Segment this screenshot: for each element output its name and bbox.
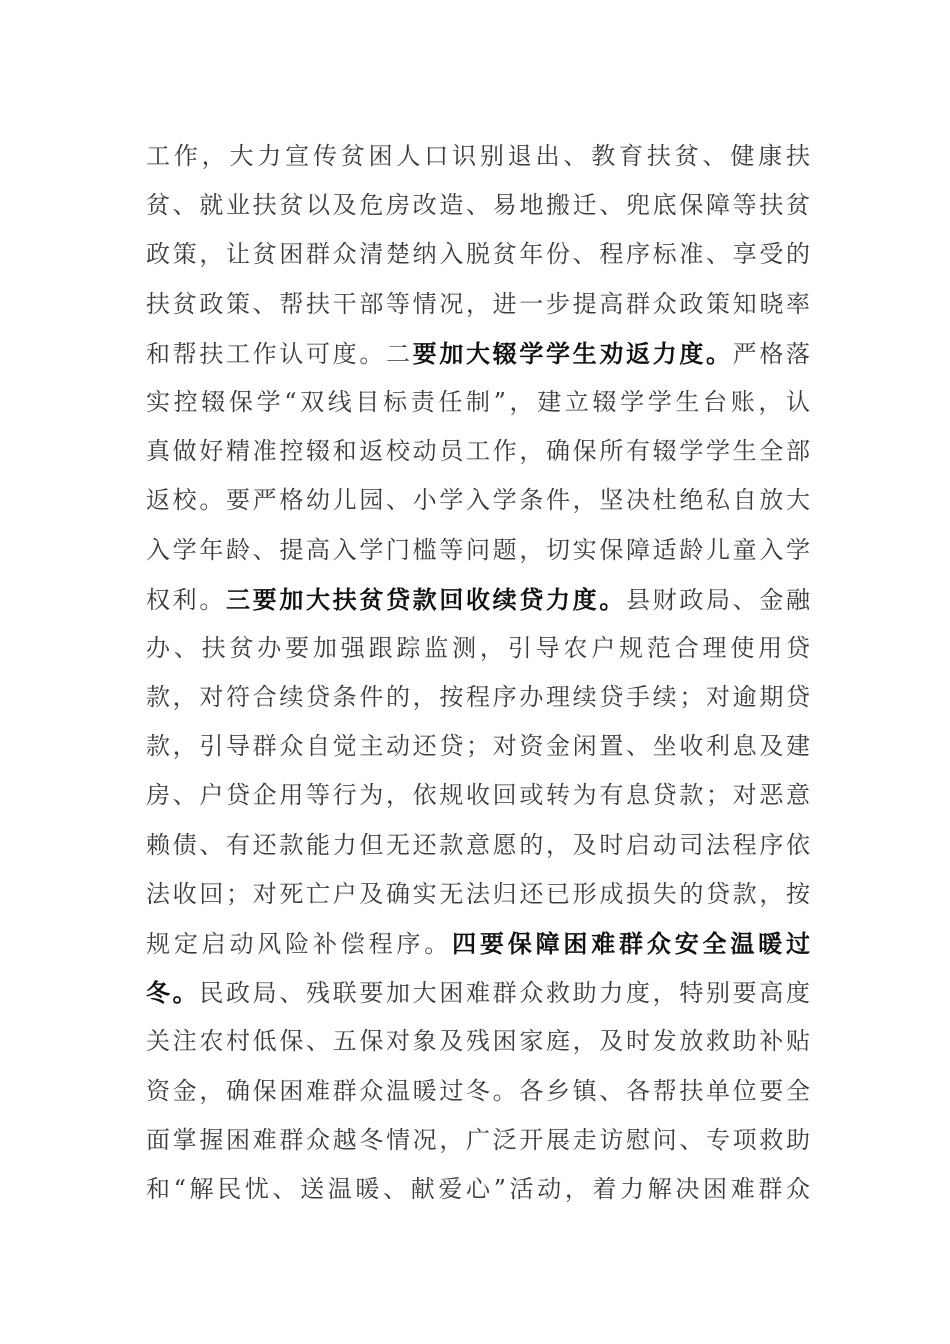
text-line — [146, 280, 810, 329]
bold-heading-text: 四要保障困难群众安全温暖过 — [452, 929, 810, 958]
text-line — [146, 329, 810, 378]
text-line — [146, 919, 810, 968]
text-line — [146, 230, 810, 279]
text-line — [146, 1165, 810, 1214]
body-text: 规定启动风险补偿程序。 — [146, 930, 453, 958]
body-text: 政策，让贫困群众清楚纳入脱贫年份、程序标准、享受的 — [146, 240, 810, 269]
body-text: 和“解民忧、送温暖、献爱心”活动，着力解决困难群众 — [146, 1174, 810, 1203]
body-paragraph — [146, 132, 810, 1214]
body-text: 房、户贷企用等行为，依规收回或转为有息贷款；对恶意 — [146, 781, 810, 810]
bold-heading-text: 要加大辍学学生劝返力度。 — [412, 338, 733, 368]
body-text: 工作，大力宣传贫困人口识别退出、教育扶贫、健康扶 — [146, 142, 810, 170]
body-text: 赖债、有还款能力但无还款意愿的，及时启动司法程序依 — [146, 830, 810, 859]
text-line — [146, 624, 810, 673]
body-text: 真做好精准控辍和返校动员工作，确保所有辍学学生全部 — [146, 437, 810, 466]
body-text: 贫、就业扶贫以及危房改造、易地搬迁、兜底保障等扶贫 — [146, 191, 810, 220]
body-text: 办、扶贫办要加强跟踪监测，引导农户规范合理使用贷 — [146, 633, 810, 662]
text-line — [146, 526, 810, 575]
text-line — [146, 427, 810, 476]
text-line — [146, 378, 810, 427]
text-line — [146, 722, 810, 771]
body-text: 关注农村低保、五保对象及残困家庭，及时发放救助补贴 — [146, 1027, 810, 1056]
body-text: 资金，确保困难群众温暖过冬。各乡镇、各帮扶单位要全 — [146, 1076, 810, 1105]
bold-heading-text: 三要加大扶贫贷款回收续贷力度。 — [226, 584, 626, 614]
body-text: 法收回；对死亡户及确实无法归还已形成损失的贷款，按 — [146, 879, 810, 908]
text-line — [146, 968, 810, 1017]
text-line — [146, 181, 810, 230]
body-text: 款，对符合续贷条件的，按程序办理续贷手续；对逾期贷 — [146, 683, 810, 712]
body-text: 面掌握困难群众越冬情况，广泛开展走访慰问、专项救助 — [146, 1125, 810, 1154]
body-text: 严格落 — [732, 339, 810, 368]
text-line — [146, 1116, 810, 1165]
body-text: 民政局、残联要加大困难群众救助力度，特别要高度 — [199, 979, 810, 1008]
text-line — [146, 1017, 810, 1066]
body-text: 扶贫政策、帮扶干部等情况，进一步提高群众政策知晓率 — [146, 289, 810, 318]
text-line — [146, 1067, 810, 1116]
text-line — [146, 575, 810, 624]
text-line — [146, 821, 810, 870]
body-text: 县财政局、金融 — [626, 585, 810, 614]
text-line — [146, 870, 810, 919]
body-text: 款，引导群众自觉主动还贷；对资金闲置、坐收利息及建 — [146, 732, 810, 761]
body-text: 实控辍保学“双线目标责任制”，建立辍学学生台账，认 — [146, 387, 810, 416]
text-line — [146, 771, 810, 820]
text-line — [146, 673, 810, 722]
bold-heading-text: 冬。 — [146, 978, 200, 1008]
body-text: 返校。要严格幼儿园、小学入学条件，坚决杜绝私自放大 — [146, 486, 810, 515]
body-text: 入学年龄、提高入学门槛等问题，切实保障适龄儿童入学 — [146, 535, 810, 564]
body-text: 和帮扶工作认可度。二 — [146, 339, 413, 368]
text-line — [146, 476, 810, 525]
text-line — [146, 132, 810, 181]
body-text: 权利。 — [146, 585, 226, 614]
